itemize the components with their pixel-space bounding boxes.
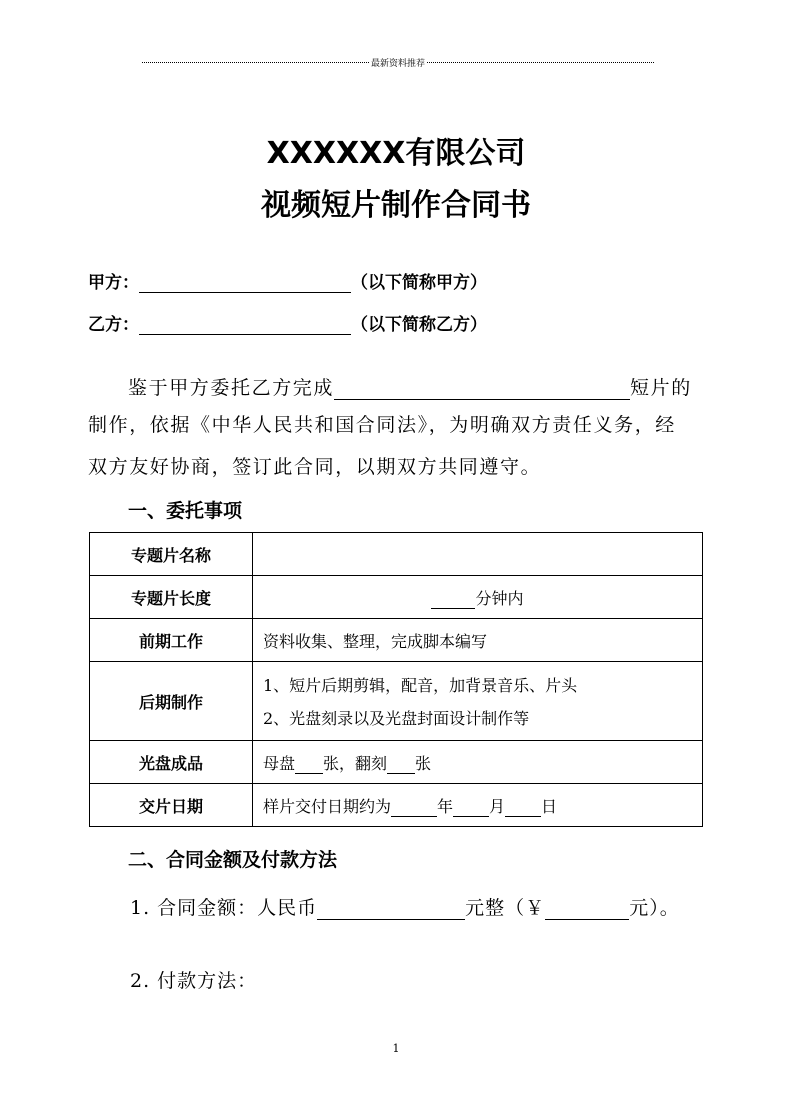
row-key: 交片日期 [90, 784, 253, 827]
section-1-heading: 一、委托事项 [128, 500, 243, 522]
row-key: 后期制作 [90, 662, 253, 741]
minutes-suffix: 分钟内 [475, 588, 524, 608]
row-key: 专题片名称 [90, 533, 253, 576]
month-label: 月 [489, 796, 506, 816]
disc-unit-label: 张 [415, 753, 432, 773]
master-count-blank[interactable] [295, 755, 323, 774]
party-a-line [88, 268, 487, 293]
party-b-note: （以下简称乙方） [351, 315, 487, 335]
amount-words-blank[interactable] [317, 899, 465, 920]
disc-master-label: 母盘 [263, 753, 296, 773]
film-name-blank[interactable] [334, 379, 630, 400]
table-row [90, 784, 703, 827]
party-a-label: 甲方： [88, 273, 139, 293]
commission-table [89, 532, 703, 827]
disc-copy-label: 张，翻刻 [323, 753, 388, 773]
header-dots-left [142, 62, 369, 63]
table-row [90, 576, 703, 619]
table-row [90, 662, 703, 741]
intro-prefix: 鉴于甲方委托乙方完成 [128, 377, 335, 399]
month-blank[interactable] [453, 798, 489, 817]
table-row [90, 533, 703, 576]
amount-suffix: 元）。 [629, 897, 680, 919]
year-label: 年 [437, 796, 454, 816]
amount-mid: 元整（￥ [465, 897, 546, 919]
page-header [142, 55, 654, 69]
film-title-cell[interactable] [253, 533, 703, 576]
delivery-date-cell [253, 784, 703, 827]
company-title: XXXXXX有限公司 [266, 136, 526, 171]
intro-line-3: 双方友好协商，签订此合同，以期双方共同遵守。 [88, 456, 542, 478]
copy-count-blank[interactable] [387, 755, 415, 774]
party-a-note: （以下简称甲方） [351, 273, 487, 293]
page-number: 1 [392, 1042, 400, 1055]
post-production-cell [253, 662, 703, 741]
amount-line [130, 893, 680, 920]
intro-suffix: 短片的 [630, 377, 692, 399]
film-length-cell [253, 576, 703, 619]
day-blank[interactable] [505, 798, 541, 817]
table-row [90, 741, 703, 784]
header-dots-right [427, 62, 654, 63]
section-2-heading: 二、合同金额及付款方法 [128, 849, 338, 871]
row-key: 前期工作 [90, 619, 253, 662]
intro-line-1 [128, 373, 692, 400]
year-blank[interactable] [391, 798, 437, 817]
amount-figure-blank[interactable] [545, 899, 629, 920]
post-production-item-1: 1、短片后期剪辑，配音，加背景音乐、片头 [263, 676, 578, 695]
party-a-blank[interactable] [139, 274, 351, 293]
disc-output-cell [253, 741, 703, 784]
contract-title: 视频短片制作合同书 [261, 188, 531, 223]
header-text: 最新资料推荐 [371, 58, 426, 69]
party-b-blank[interactable] [139, 316, 351, 335]
amount-prefix: 1. 合同金额：人民币 [130, 897, 318, 919]
day-label: 日 [541, 796, 558, 816]
delivery-label: 样片交付日期约为 [263, 796, 392, 816]
payment-method-label: 2. 付款方法： [130, 970, 258, 992]
pre-production-value: 资料收集、整理，完成脚本编写 [253, 619, 703, 662]
row-key: 光盘成品 [90, 741, 253, 784]
party-b-label: 乙方： [88, 315, 139, 335]
party-b-line [88, 310, 487, 335]
post-production-item-2: 2、光盘刻录以及光盘封面设计制作等 [263, 709, 530, 728]
intro-line-2: 制作，依据《中华人民共和国合同法》，为明确双方责任义务，经 [88, 414, 676, 436]
row-key: 专题片长度 [90, 576, 253, 619]
minutes-blank[interactable] [431, 590, 475, 609]
table-row [90, 619, 703, 662]
